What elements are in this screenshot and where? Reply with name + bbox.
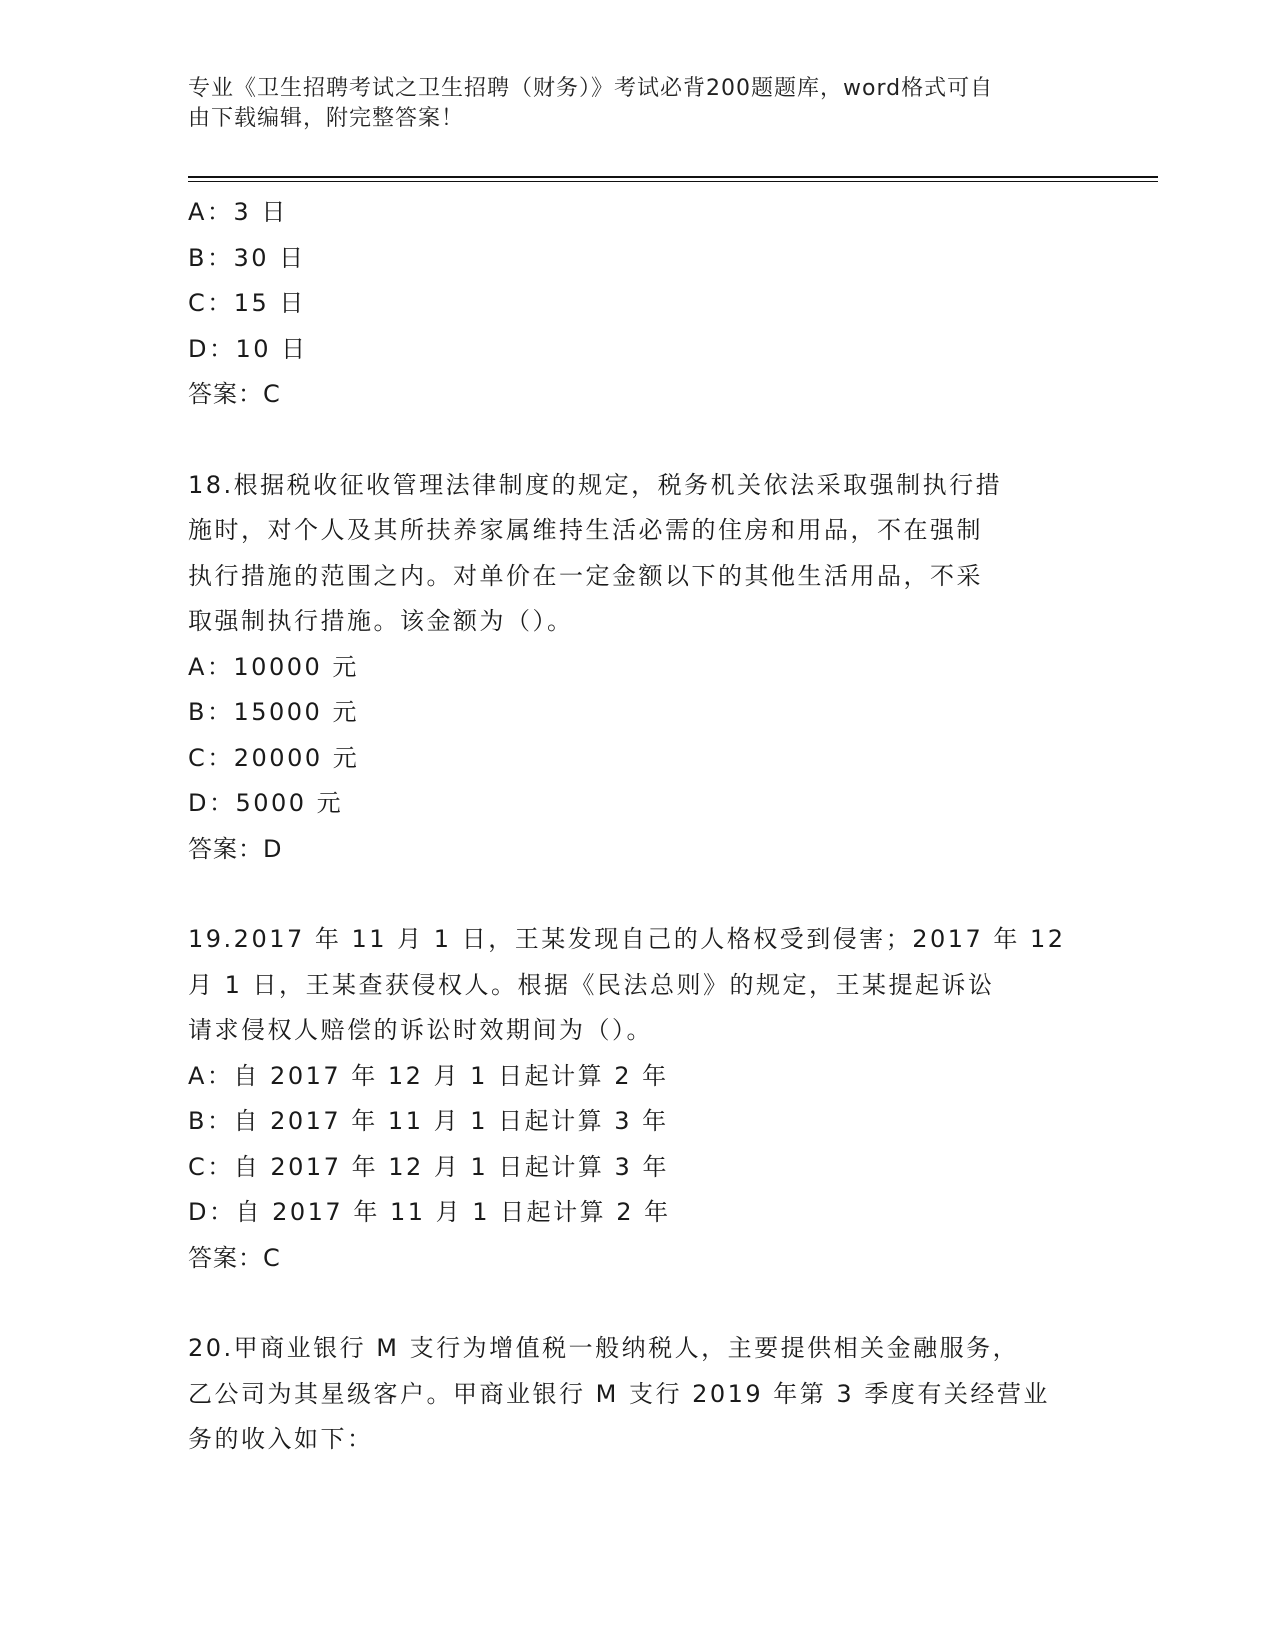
question-text-line: 19.2017 年 11 月 1 日，王某发现自己的人格权受到侵害；2017 年 12 bbox=[188, 925, 1066, 953]
option-d: D：自 2017 年 11 月 1 日起计算 2 年 bbox=[188, 1198, 671, 1226]
document-header bbox=[188, 74, 1068, 134]
question-text-line: 乙公司为其星级客户。甲商业银行 M 支行 2019 年第 3 季度有关经营业 bbox=[188, 1379, 1050, 1408]
question-20 bbox=[188, 1326, 1088, 1463]
question-text-line: 施时，对个人及其所扶养家属维持生活必需的住房和用品，不在强制 bbox=[188, 516, 983, 544]
option-b: B：自 2017 年 11 月 1 日起计算 3 年 bbox=[188, 1107, 669, 1135]
option-a: A：自 2017 年 12 月 1 日起计算 2 年 bbox=[188, 1061, 669, 1090]
document-body bbox=[188, 190, 1088, 1463]
header-title-line-2: 由下载编辑，附完整答案！ bbox=[188, 106, 465, 131]
question-text-line: 执行措施的范围之内。对单价在一定金额以下的其他生活用品，不采 bbox=[188, 561, 983, 590]
question-19 bbox=[188, 917, 1088, 1281]
option-c: C：20000 元 bbox=[188, 743, 360, 772]
answer: 答案：D bbox=[188, 834, 283, 863]
question-text-line: 18.根据税收征收管理法律制度的规定，税务机关依法采取强制执行措 bbox=[188, 470, 1003, 499]
question-text-line: 月 1 日，王某查获侵权人。根据《民法总则》的规定，王某提起诉讼 bbox=[188, 970, 995, 999]
question-text-line: 取强制执行措施。该金额为（）。 bbox=[188, 607, 574, 635]
answer: 答案：C bbox=[188, 1243, 281, 1272]
spacer bbox=[188, 418, 1088, 463]
question-17 bbox=[188, 190, 1088, 418]
question-text-line: 请求侵权人赔偿的诉讼时效期间为（）。 bbox=[188, 1016, 653, 1044]
option-b: B：30 日 bbox=[188, 243, 306, 272]
option-d: D：10 日 bbox=[188, 334, 308, 363]
option-a: A：10000 元 bbox=[188, 652, 359, 681]
header-divider-thick bbox=[188, 176, 1158, 178]
option-b: B：15000 元 bbox=[188, 698, 359, 726]
answer: 答案：C bbox=[188, 380, 281, 408]
header-title-line-1: 专业《卫生招聘考试之卫生招聘（财务）》考试必背200题题库，word格式可自 bbox=[188, 76, 994, 101]
spacer bbox=[188, 872, 1088, 917]
question-18 bbox=[188, 463, 1088, 873]
spacer bbox=[188, 1281, 1088, 1326]
question-text-line: 20.甲商业银行 M 支行为增值税一般纳税人，主要提供相关金融服务， bbox=[188, 1334, 1020, 1362]
option-c: C：15 日 bbox=[188, 289, 306, 317]
option-d: D：5000 元 bbox=[188, 789, 344, 817]
option-c: C：自 2017 年 12 月 1 日起计算 3 年 bbox=[188, 1152, 669, 1181]
question-text-line: 务的收入如下： bbox=[188, 1425, 374, 1453]
option-a: A：3 日 bbox=[188, 198, 288, 226]
header-divider-thin bbox=[188, 181, 1158, 182]
